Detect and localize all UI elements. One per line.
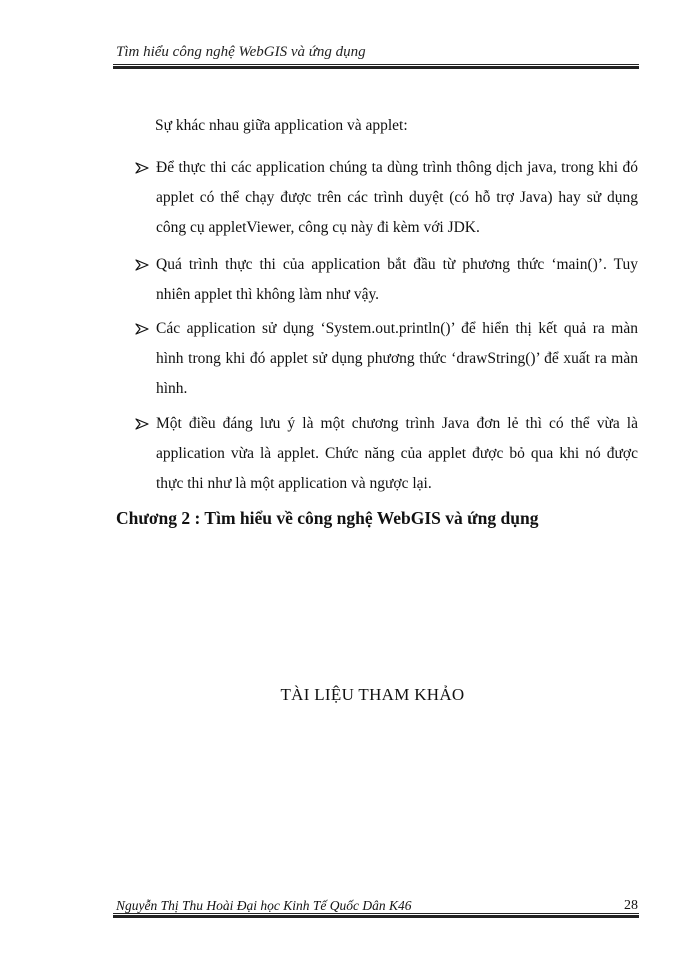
footer-rule-thick xyxy=(113,915,639,918)
bullet-text: Một điều đáng lưu ý là một chương trình Java đơn lẻ thì có thể vừa là application vừa là applet. Chức năng của applet được bỏ qua khi nó được thực thi như là một application và ngược lại. xyxy=(156,415,638,492)
bullet-item-4 xyxy=(135,409,638,499)
bullet-item-1 xyxy=(135,153,638,243)
header-rule-thick xyxy=(113,66,639,69)
arrow-bullet-icon xyxy=(135,250,153,280)
footer-author: Nguyễn Thị Thu Hoài Đại học Kinh Tế Quốc Dân K46 xyxy=(116,898,412,913)
chapter-heading: Chương 2 : Tìm hiểu về công nghệ WebGIS và ứng dụng xyxy=(116,508,539,528)
arrow-bullet-icon xyxy=(135,153,153,183)
running-header: Tìm hiểu công nghệ WebGIS và ứng dụng xyxy=(116,44,366,60)
header-rule-thin xyxy=(113,64,639,65)
page-number: 28 xyxy=(624,898,638,913)
references-heading: TÀI LIỆU THAM KHẢO xyxy=(280,685,465,704)
bullet-text: Các application sử dụng ‘System.out.println()’ để hiển thị kết quả ra màn hình trong khi đó applet sử dụng phương thức ‘drawString()’ để xuất ra màn hình. xyxy=(156,320,638,397)
intro-paragraph: Sự khác nhau giữa application và applet: xyxy=(155,117,408,134)
arrow-bullet-icon xyxy=(135,409,153,439)
bullet-item-2 xyxy=(135,250,638,310)
bullet-text: Để thực thi các application chúng ta dùng trình thông dịch java, trong khi đó applet có thể chạy được trên các trình duyệt (có hỗ trợ Java) hay sử dụng công cụ appletViewer, công cụ này đi kèm với JDK. xyxy=(156,159,638,236)
arrow-bullet-icon xyxy=(135,314,153,344)
bullet-text: Quá trình thực thi của application bắt đầu từ phương thức ‘main()’. Tuy nhiên applet thì không làm như vậy. xyxy=(156,256,638,303)
bullet-item-3 xyxy=(135,314,638,404)
